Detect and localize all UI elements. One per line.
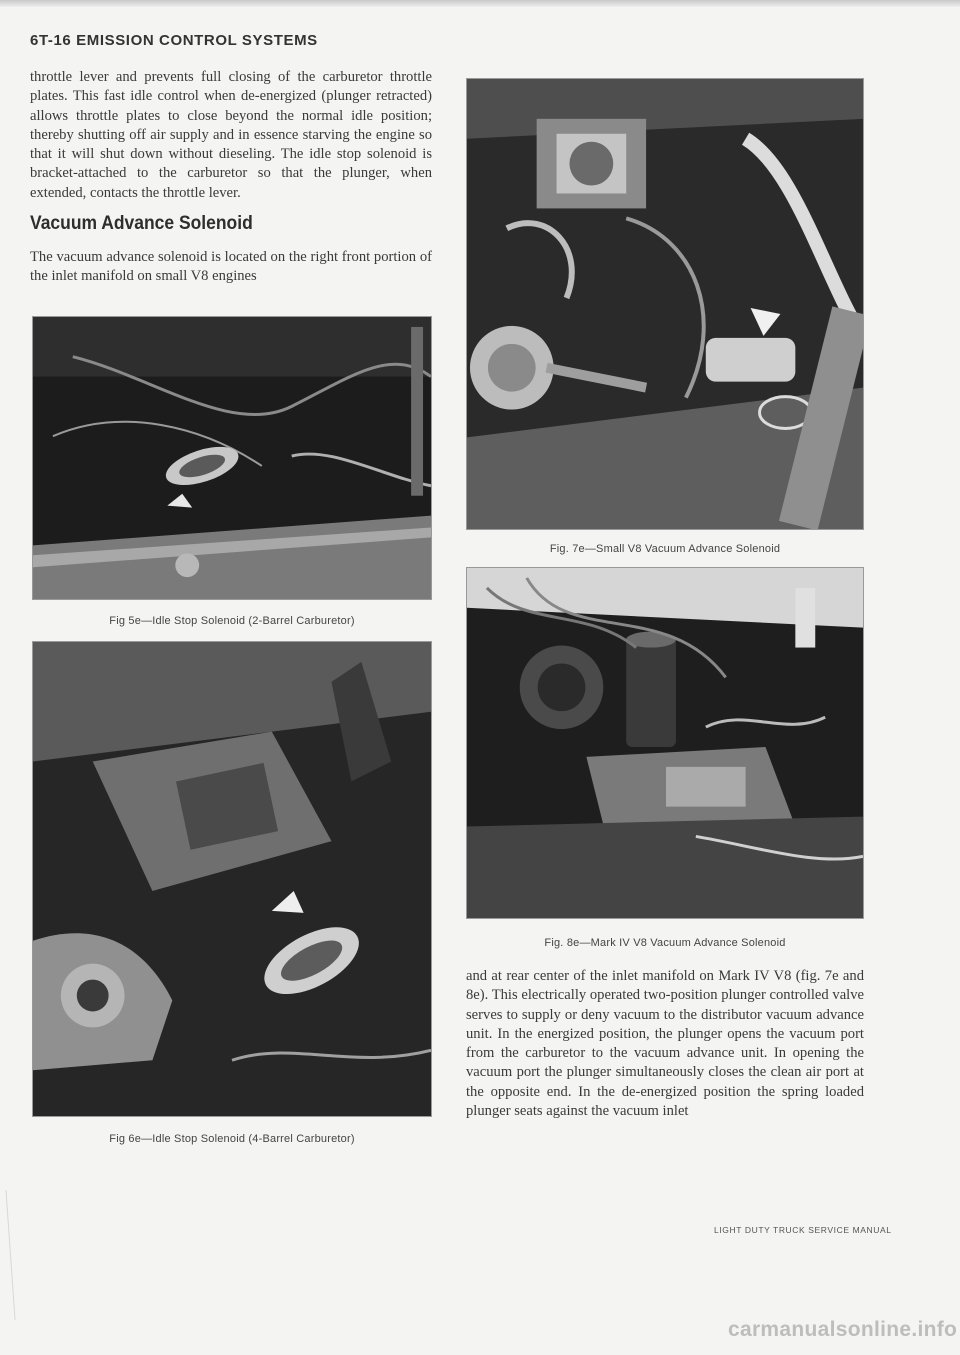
top-rule (0, 0, 960, 7)
figure-6e-caption: Fig 6e—Idle Stop Solenoid (4-Barrel Carburetor) (109, 1133, 355, 1145)
figure-5e-caption: Fig 5e—Idle Stop Solenoid (2-Barrel Carburetor) (109, 615, 355, 627)
continuation-paragraph: and at rear center of the inlet manifold on Mark IV V8 (fig. 7e and 8e). This electrically operated two-position plunger controlled valve serves to supply or deny vacuum to the distributor vacuum advance unit. In the energized position, the plunger opens the vacuum port from the carburetor to the vacuum advance unit. In opening the vacuum port the plunger simultaneously closes the clean air port at the opposite end. In the de-energized position the spring loaded plunger seats against the vacuum inlet (466, 968, 864, 1120)
intro-paragraph: throttle lever and prevents full closing of the carburetor throttle plates. This fast idle control when de-energized (plunger retracted) allows throttle plates to close beyond the normal idle position; thereby shutting off air supply and in essence starving the engine so that it will shut down without dieseling. The idle stop solenoid is bracket-attached to the carburetor so that the plunger, when extended, contacts the throttle lever. (30, 69, 432, 201)
section-heading: Vacuum Advance Solenoid (30, 213, 253, 234)
watermark: carmanualsonline.info (728, 1318, 958, 1341)
figure-7e-photo (466, 78, 864, 530)
figure-6e-photo (32, 641, 432, 1117)
figure-5e-photo (32, 316, 432, 600)
figure-8e-photo (466, 567, 864, 919)
footer-manual-name: LIGHT DUTY TRUCK SERVICE MANUAL (714, 1225, 892, 1235)
figure-8e-caption: Fig. 8e—Mark IV V8 Vacuum Advance Solenoid (544, 937, 786, 949)
figure-7e-caption: Fig. 7e—Small V8 Vacuum Advance Solenoid (549, 543, 781, 555)
page-header: 6T-16 EMISSION CONTROL SYSTEMS (30, 32, 318, 49)
section-paragraph: The vacuum advance solenoid is located on the right front portion of the inlet manifold on small V8 engines (30, 249, 432, 285)
scan-artifact-line (5, 1190, 15, 1320)
